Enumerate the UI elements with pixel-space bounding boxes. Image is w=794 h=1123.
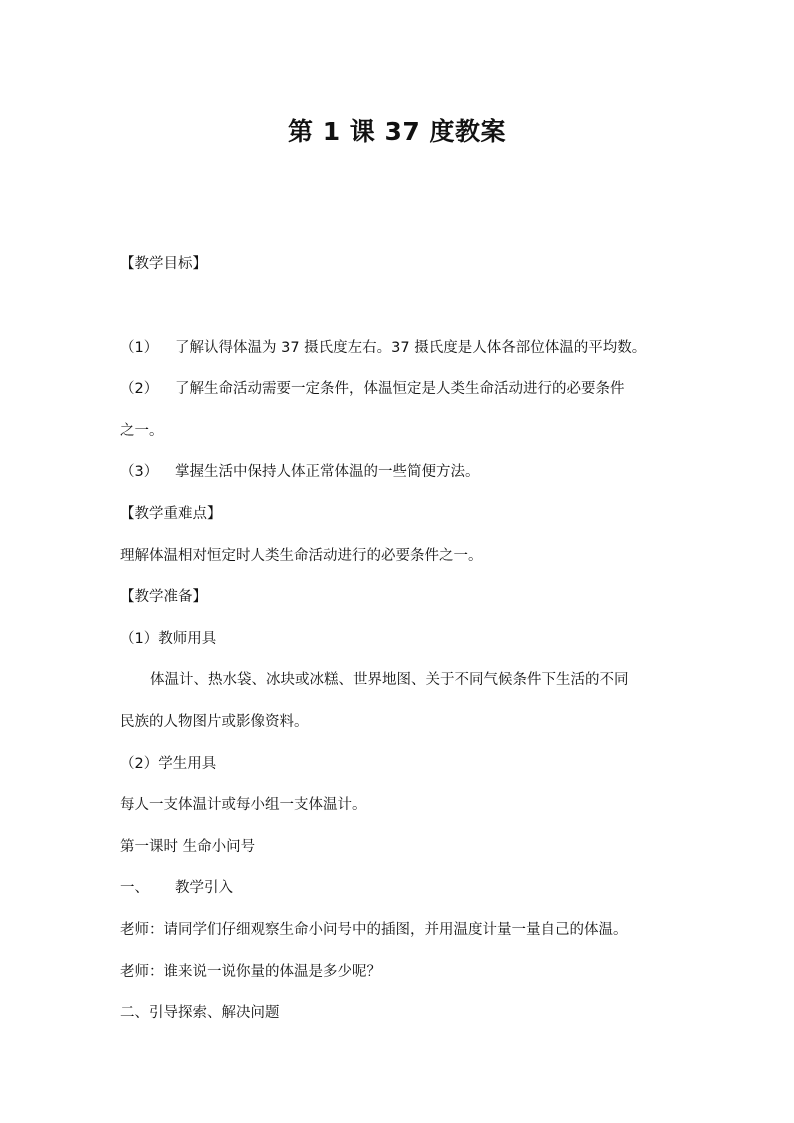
part-title: 教学引入 (175, 880, 233, 896)
objective-item-2 (120, 379, 680, 399)
part-two-heading: 二、引导探索、解决问题 (120, 1005, 280, 1021)
page-title: 第 1 课 37 度教案 (288, 117, 506, 146)
section-heading-objectives: 【教学目标】 (120, 256, 207, 272)
student-tools-text: 每人一支体温计或每小组一支体温计。 (120, 797, 367, 813)
lesson-period-title: 第一课时 生命小问号 (120, 839, 256, 855)
part-number: 一、 (120, 880, 149, 896)
section-heading-key-points: 【教学重难点】 (120, 506, 222, 522)
objective-item-2-continued: 之一。 (120, 423, 164, 439)
teacher-tools-text: 体温计、热水袋、冰块或冰糕、世界地图、关于不同气候条件下生活的不同 (150, 672, 629, 688)
item-number: （2） (120, 381, 159, 397)
teacher-tools-text-continued: 民族的人物图片或影像资料。 (120, 714, 309, 730)
teacher-dialogue-2: 老师：谁来说一说你量的体温是多少呢？ (120, 964, 381, 980)
item-text: 了解认得体温为 37 摄氏度左右。37 摄氏度是人体各部位体温的平均数。 (175, 340, 647, 356)
part-one-heading (120, 878, 680, 898)
item-text: 了解生命活动需要一定条件，体温恒定是人类生命活动进行的必要条件 (175, 381, 625, 397)
key-points-text: 理解体温相对恒定时人类生命活动进行的必要条件之一。 (120, 548, 483, 564)
objective-item-3 (120, 462, 680, 482)
item-number: （1） (120, 340, 159, 356)
item-number: （3） (120, 464, 159, 480)
teacher-dialogue-1: 老师：请同学们仔细观察生命小问号中的插图，并用温度计量一量自己的体温。 (120, 922, 628, 938)
teacher-tools-heading: （1）教师用具 (120, 631, 217, 647)
item-text: 掌握生活中保持人体正常体温的一些简便方法。 (175, 464, 480, 480)
section-heading-preparation: 【教学准备】 (120, 589, 207, 605)
student-tools-heading: （2）学生用具 (120, 756, 217, 772)
objective-item-1 (120, 338, 680, 358)
